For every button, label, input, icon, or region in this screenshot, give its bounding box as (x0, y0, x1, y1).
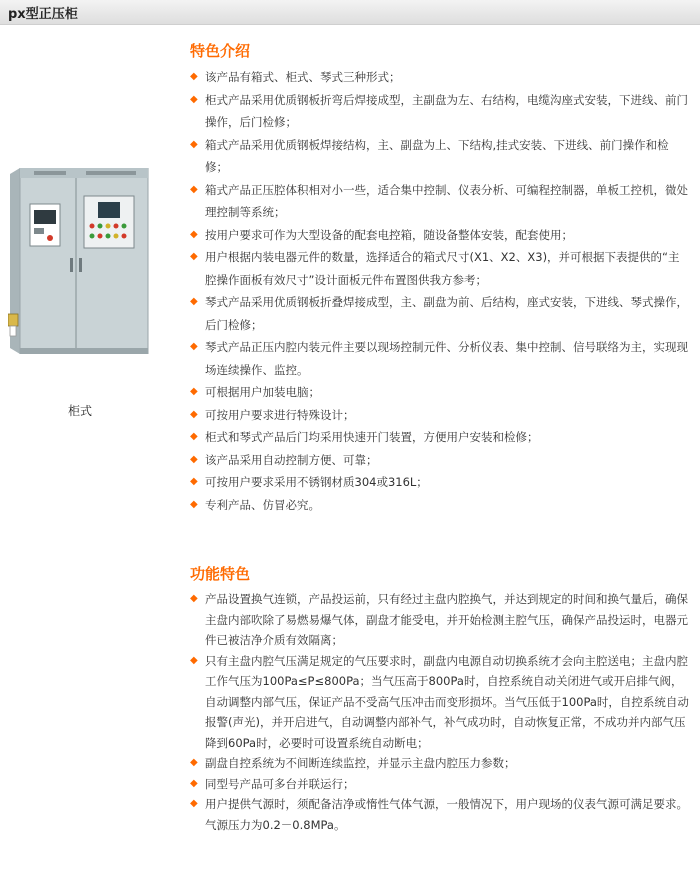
list-item (190, 291, 690, 336)
list-item-text: 产品设置换气连锁，产品投运前，只有经过主盘内腔换气，并达到规定的时间和换气量后，确保主盘内部吹除了易燃易爆气体，副盘才能受电，并开始检测主腔气压，确保产品投运时，电器元件已被洁净介质有效隔离； (205, 592, 688, 647)
diamond-bullet-icon: ◆ (190, 757, 198, 768)
list-item-text: 副盘自控系统为不间断连续监控，并显示主盘内腔压力参数； (205, 756, 516, 770)
diamond-bullet-icon: ◆ (190, 654, 198, 666)
list-item-text: 箱式产品正压腔体积相对小一些，适合集中控制、仪表分析、可编程控制器，单板工控机，微处理控制等系统； (205, 182, 688, 219)
list-item-text: 该产品采用自动控制方便、可靠； (205, 452, 378, 467)
diamond-bullet-icon: ◆ (190, 431, 198, 442)
list-item (190, 471, 690, 494)
diamond-bullet-icon: ◆ (190, 498, 198, 510)
diamond-bullet-icon: ◆ (190, 71, 198, 82)
list-item (190, 404, 690, 427)
list-item-text: 只有主盘内腔气压满足规定的气压要求时，副盘内电源自动切换系统才会向主腔送电；主盘内腔工作气压为100Pa≤P≤800Pa；当气压高于800Pa时，自控系统自动关闭进气或开启排气阀，自动调整内部气压，保证产品不受高气压冲击而变形损坏。当气压低于100Pa时，自控系统自动报警(声光)，并开启进气，自动调整内部补气，补气成功时，自动恢复正常，不成功并内部气压降到60Pa时，必要时可设置系统自动断电； (205, 653, 689, 750)
list-item (190, 134, 690, 179)
list-item (190, 89, 690, 134)
list-item (190, 179, 690, 224)
cabinet-illustration (8, 168, 152, 354)
list-item-text: 可按用户要求采用不锈钢材质304或316L； (205, 475, 428, 489)
list-item (190, 246, 690, 291)
diamond-bullet-icon: ◆ (190, 408, 198, 420)
list-item-text: 柜式和琴式产品后门均采用快速开门装置，方便用户安装和检修； (205, 430, 539, 444)
list-item (190, 753, 690, 774)
list-item-text: 可按用户要求进行特殊设计； (205, 407, 355, 422)
diamond-bullet-icon: ◆ (190, 296, 198, 307)
diamond-bullet-icon: ◆ (190, 183, 198, 195)
list-item (190, 66, 690, 89)
image-caption: 柜式 (68, 404, 93, 418)
features-list (190, 66, 690, 516)
diamond-bullet-icon: ◆ (190, 386, 198, 397)
list-item-text: 可根据用户加装电脑； (205, 385, 320, 399)
list-item (190, 336, 690, 381)
diamond-bullet-icon: ◆ (190, 476, 198, 487)
page-title: px型正压柜 (8, 7, 78, 22)
list-item (190, 494, 690, 517)
diamond-bullet-icon: ◆ (190, 251, 198, 262)
diamond-bullet-icon: ◆ (190, 777, 198, 789)
title-bar (0, 0, 700, 25)
diamond-bullet-icon: ◆ (190, 453, 198, 465)
diamond-bullet-icon: ◆ (190, 593, 198, 604)
list-item-text: 琴式产品正压内腔内装元件主要以现场控制元件、分析仪表、集中控制、信号联络为主，实现现场连续操作、监控。 (205, 340, 688, 377)
diamond-bullet-icon: ◆ (190, 138, 198, 150)
list-item-text: 该产品有箱式、柜式、琴式三种形式； (205, 70, 401, 84)
list-item-text: 用户提供气源时，须配备洁净或惰性气体气源，一般情况下，用户现场的仪表气源可满足要求。气源压力为0.2－0.8MPa。 (205, 797, 688, 832)
list-item-text: 箱式产品采用优质钢板焊接结构，主、副盘为上、下结构,挂式安装、下进线、前门操作和检修； (205, 137, 669, 174)
list-item (190, 449, 690, 472)
functions-list (190, 589, 690, 835)
list-item (190, 589, 690, 651)
list-item (190, 224, 690, 247)
diamond-bullet-icon: ◆ (190, 228, 198, 240)
diamond-bullet-icon: ◆ (190, 93, 198, 105)
product-image (8, 168, 152, 354)
list-item (190, 426, 690, 449)
list-item (190, 794, 690, 835)
list-item (190, 774, 690, 795)
list-item-text: 柜式产品采用优质钢板折弯后焊接成型，主副盘为左、右结构，电缆沟座式安装，下进线、前门操作，后门检修； (205, 92, 688, 129)
functions-heading: 功能特色 (190, 565, 251, 583)
diamond-bullet-icon: ◆ (190, 798, 198, 809)
list-item (190, 651, 690, 754)
list-item (190, 381, 690, 404)
list-item-text: 按用户要求可作为大型设备的配套电控箱，随设备整体安装，配套使用； (205, 227, 573, 242)
list-item-text: 用户根据内装电器元件的数量，选择适合的箱式尺寸(X1、X2、X3)，并可根据下表提供的“主腔操作面板有效尺寸”设计面板元件布置图供我方参考； (205, 250, 680, 287)
features-heading: 特色介绍 (190, 42, 251, 60)
list-item-text: 琴式产品采用优质钢板折叠焊接成型，主、副盘为前、后结构，座式安装，下进线、琴式操作，后门检修； (205, 295, 688, 332)
list-item-text: 同型号产品可多台并联运行； (205, 776, 355, 791)
list-item-text: 专利产品、仿冒必究。 (205, 497, 320, 512)
diamond-bullet-icon: ◆ (190, 341, 198, 352)
